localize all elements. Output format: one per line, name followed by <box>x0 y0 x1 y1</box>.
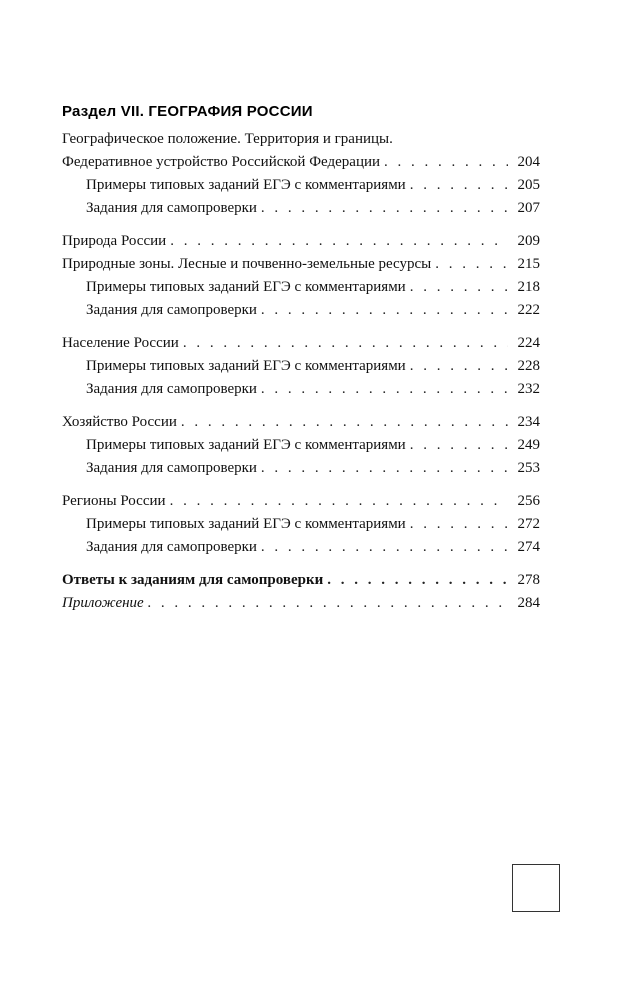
toc-leader-dots <box>327 569 508 592</box>
toc-leader-dots <box>261 536 508 559</box>
toc-entry[interactable] <box>62 174 540 197</box>
toc-page-number: 228 <box>517 358 540 374</box>
toc-entry-text: Примеры типовых заданий ЕГЭ с комментариями <box>86 279 406 295</box>
toc-entry-text: Задания для самопроверки <box>86 539 257 555</box>
toc-page-number: 256 <box>517 493 540 509</box>
toc-leader-dots <box>261 378 508 401</box>
toc-page-number: 234 <box>517 414 540 430</box>
toc-entry[interactable] <box>62 276 540 299</box>
toc-leader-dots <box>170 490 508 513</box>
toc-entry-text: Регионы России <box>62 493 166 509</box>
toc-page-number: 215 <box>517 256 540 272</box>
toc-leader-dots <box>261 457 508 480</box>
toc-entry[interactable] <box>62 253 540 276</box>
toc-page-number: 204 <box>517 154 540 170</box>
toc-page-number: 209 <box>517 233 540 249</box>
toc-page-number: 224 <box>517 335 540 351</box>
toc-leader-dots <box>410 434 508 457</box>
toc-leader-dots <box>410 276 508 299</box>
toc-leader-dots <box>410 513 508 536</box>
toc-intro-line <box>62 128 540 151</box>
toc-entry[interactable] <box>62 230 540 253</box>
toc-leader-dots <box>183 332 508 355</box>
toc-page-number: 232 <box>517 381 540 397</box>
page-number-box <box>512 864 560 912</box>
toc-entry-text: Примеры типовых заданий ЕГЭ с комментариями <box>86 358 406 374</box>
toc-entry-text: Природа России <box>62 233 167 249</box>
toc-entry-text: Примеры типовых заданий ЕГЭ с комментариями <box>86 437 406 453</box>
toc-entry[interactable] <box>62 378 540 401</box>
toc-entry-text: Хозяйство России <box>62 414 177 430</box>
toc-entry[interactable] <box>62 332 540 355</box>
toc-entry-text: Приложение <box>62 595 144 611</box>
toc-entry[interactable] <box>62 569 540 592</box>
toc-entry-text: Задания для самопроверки <box>86 302 257 318</box>
toc-page-number: 222 <box>517 302 540 318</box>
toc-entry[interactable] <box>62 355 540 378</box>
toc-entry-text: Задания для самопроверки <box>86 200 257 216</box>
toc-entry[interactable] <box>62 592 540 615</box>
toc-leader-dots <box>384 151 508 174</box>
toc-page-number: 272 <box>517 516 540 532</box>
toc-page-number: 274 <box>517 539 540 555</box>
toc-page-number: 253 <box>517 460 540 476</box>
toc-leader-dots <box>170 230 508 253</box>
toc-entry[interactable] <box>62 299 540 322</box>
toc-entry[interactable] <box>62 197 540 220</box>
toc-leader-dots <box>261 299 508 322</box>
toc-leader-dots <box>410 174 508 197</box>
toc-entry-text: Задания для самопроверки <box>86 381 257 397</box>
toc-leader-dots <box>148 592 508 615</box>
toc-entry-text: Ответы к заданиям для самопроверки <box>62 572 324 588</box>
toc-entry-text: Природные зоны. Лесные и почвенно-земельные ресурсы <box>62 256 432 272</box>
toc-entry[interactable] <box>62 513 540 536</box>
toc-leader-dots <box>181 411 508 434</box>
section-title: Раздел VII. ГЕОГРАФИЯ РОССИИ <box>62 103 313 120</box>
toc-page-number: 284 <box>517 595 540 611</box>
table-of-contents <box>62 128 540 615</box>
toc-page-number: 205 <box>517 177 540 193</box>
toc-entry[interactable] <box>62 151 540 174</box>
toc-entry[interactable] <box>62 490 540 513</box>
toc-entry[interactable] <box>62 411 540 434</box>
toc-page-number: 218 <box>517 279 540 295</box>
toc-page-number: 207 <box>517 200 540 216</box>
toc-leader-dots <box>261 197 508 220</box>
toc-entry[interactable] <box>62 457 540 480</box>
toc-entry[interactable] <box>62 536 540 559</box>
toc-entry-text: Население России <box>62 335 179 351</box>
toc-leader-dots <box>410 355 508 378</box>
toc-page-number: 278 <box>517 572 540 588</box>
toc-page-number: 249 <box>517 437 540 453</box>
toc-entry-text: Задания для самопроверки <box>86 460 257 476</box>
toc-entry-text: Федеративное устройство Российской Федерации <box>62 154 381 170</box>
toc-entry-text: Географическое положение. Территория и границы. <box>62 131 393 147</box>
toc-entry-text: Примеры типовых заданий ЕГЭ с комментариями <box>86 516 406 532</box>
toc-entry-text: Примеры типовых заданий ЕГЭ с комментариями <box>86 177 406 193</box>
toc-entry[interactable] <box>62 434 540 457</box>
toc-leader-dots <box>435 253 508 276</box>
